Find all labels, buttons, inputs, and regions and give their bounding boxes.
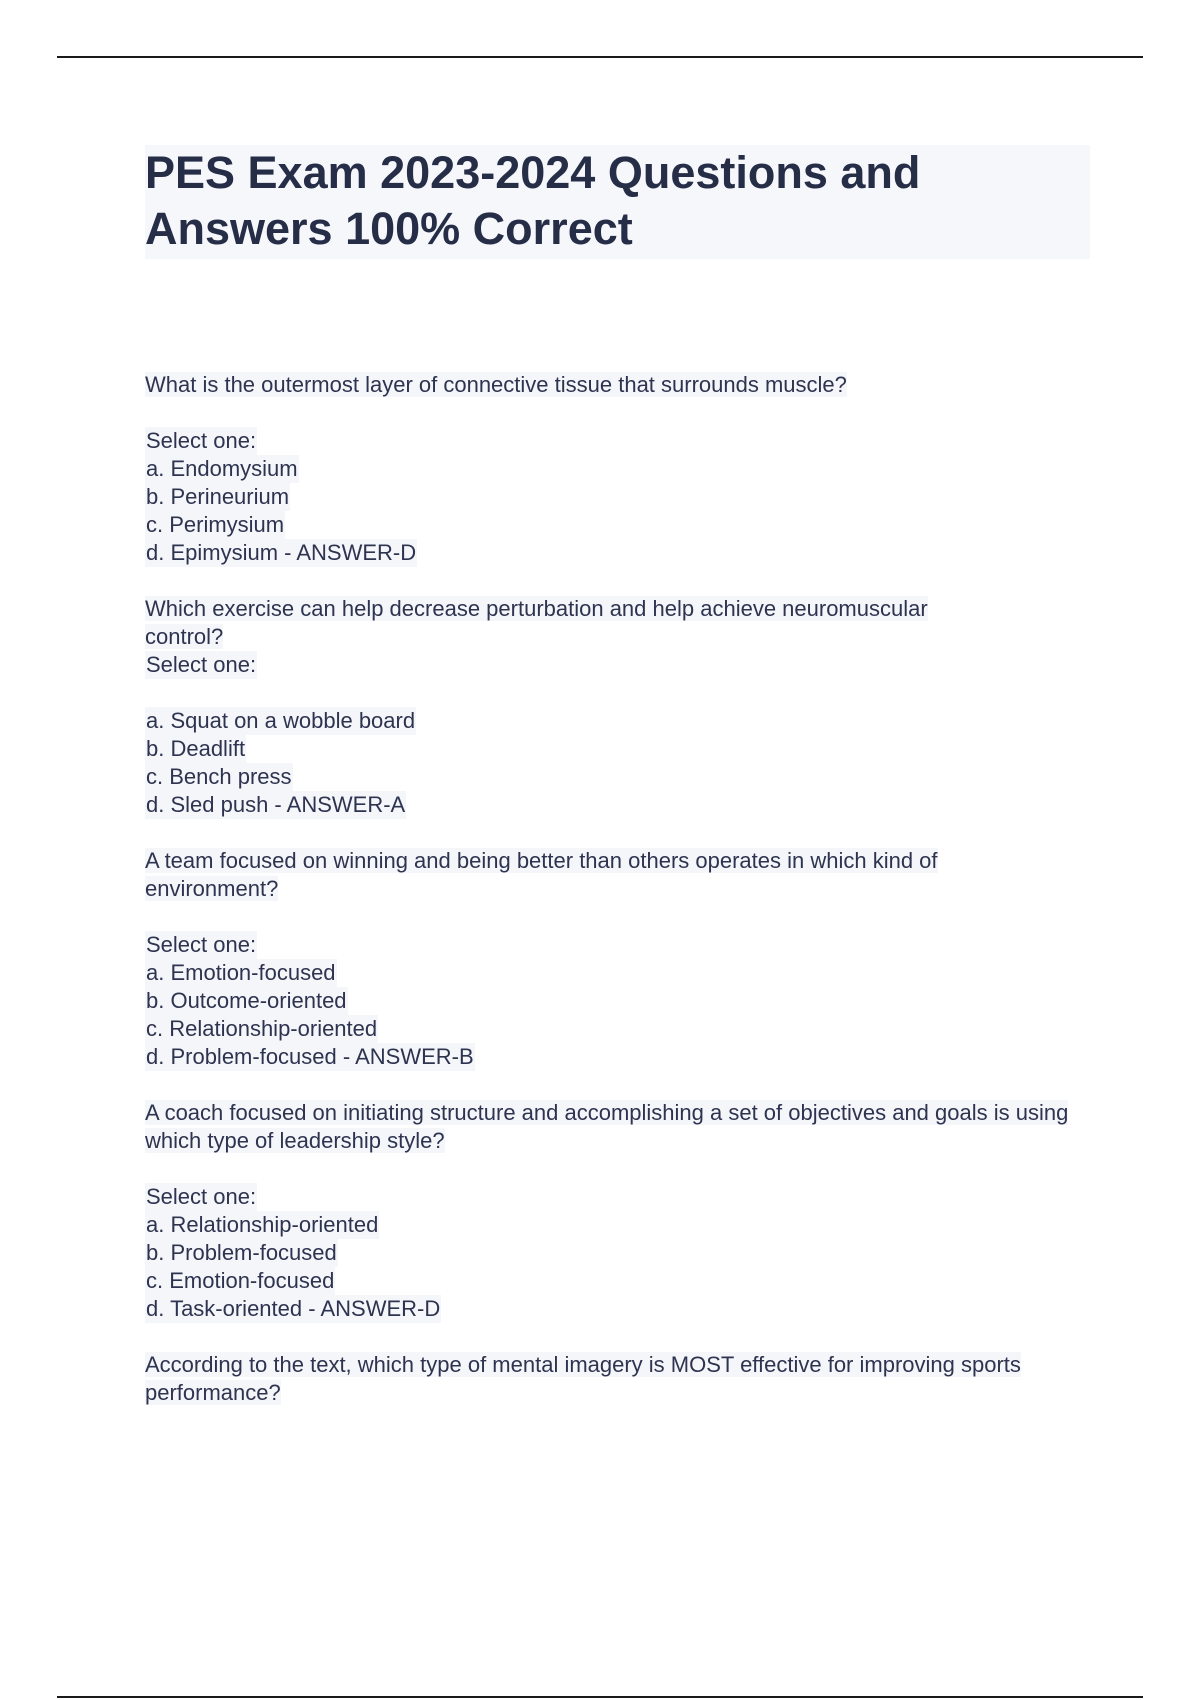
question-stem: According to the text, which type of mental imagery is MOST effective for improving sports performance? bbox=[145, 1352, 1021, 1405]
answer-option-correct: d. Epimysium - ANSWER-D bbox=[146, 540, 417, 565]
top-rule bbox=[57, 56, 1143, 58]
answer-option-correct: d. Sled push - ANSWER-A bbox=[146, 792, 406, 817]
question-stem: A coach focused on initiating structure and accomplishing a set of objectives and goals is using which type of leadership style? bbox=[145, 1100, 1069, 1153]
question-4 bbox=[145, 1099, 1090, 1323]
answer-option-correct: d. Problem-focused - ANSWER-B bbox=[146, 1044, 474, 1069]
question-1 bbox=[145, 371, 1090, 567]
select-prompt: Select one: bbox=[146, 428, 257, 453]
answer-option: c. Emotion-focused bbox=[146, 1268, 335, 1293]
question-5 bbox=[145, 1351, 1090, 1407]
question-2 bbox=[145, 595, 1090, 819]
question-list bbox=[145, 371, 1090, 1407]
question-stem: What is the outermost layer of connective tissue that surrounds muscle? bbox=[145, 372, 847, 397]
document-title: PES Exam 2023-2024 Questions and Answers 100% Correct bbox=[145, 145, 1090, 259]
answer-option: b. Perineurium bbox=[146, 484, 290, 509]
answer-option: a. Relationship-oriented bbox=[146, 1212, 379, 1237]
question-3 bbox=[145, 847, 1090, 1071]
bottom-rule bbox=[57, 1696, 1143, 1698]
select-prompt: Select one: bbox=[146, 652, 257, 677]
answer-option: a. Endomysium bbox=[146, 456, 298, 481]
select-prompt: Select one: bbox=[146, 932, 257, 957]
answer-option: c. Bench press bbox=[146, 764, 292, 789]
answer-option: b. Problem-focused bbox=[146, 1240, 337, 1265]
document-body bbox=[145, 145, 1090, 1407]
question-stem: A team focused on winning and being better than others operates in which kind of environment? bbox=[145, 848, 938, 901]
answer-option: a. Squat on a wobble board bbox=[146, 708, 416, 733]
select-prompt: Select one: bbox=[146, 1184, 257, 1209]
question-stem: Which exercise can help decrease perturbation and help achieve neuromuscular control? bbox=[145, 596, 928, 649]
answer-option: c. Perimysium bbox=[146, 512, 285, 537]
answer-option: c. Relationship-oriented bbox=[146, 1016, 378, 1041]
answer-option-correct: d. Task-oriented - ANSWER-D bbox=[146, 1296, 441, 1321]
answer-option: b. Deadlift bbox=[146, 736, 246, 761]
answer-option: b. Outcome-oriented bbox=[146, 988, 347, 1013]
answer-option: a. Emotion-focused bbox=[146, 960, 336, 985]
